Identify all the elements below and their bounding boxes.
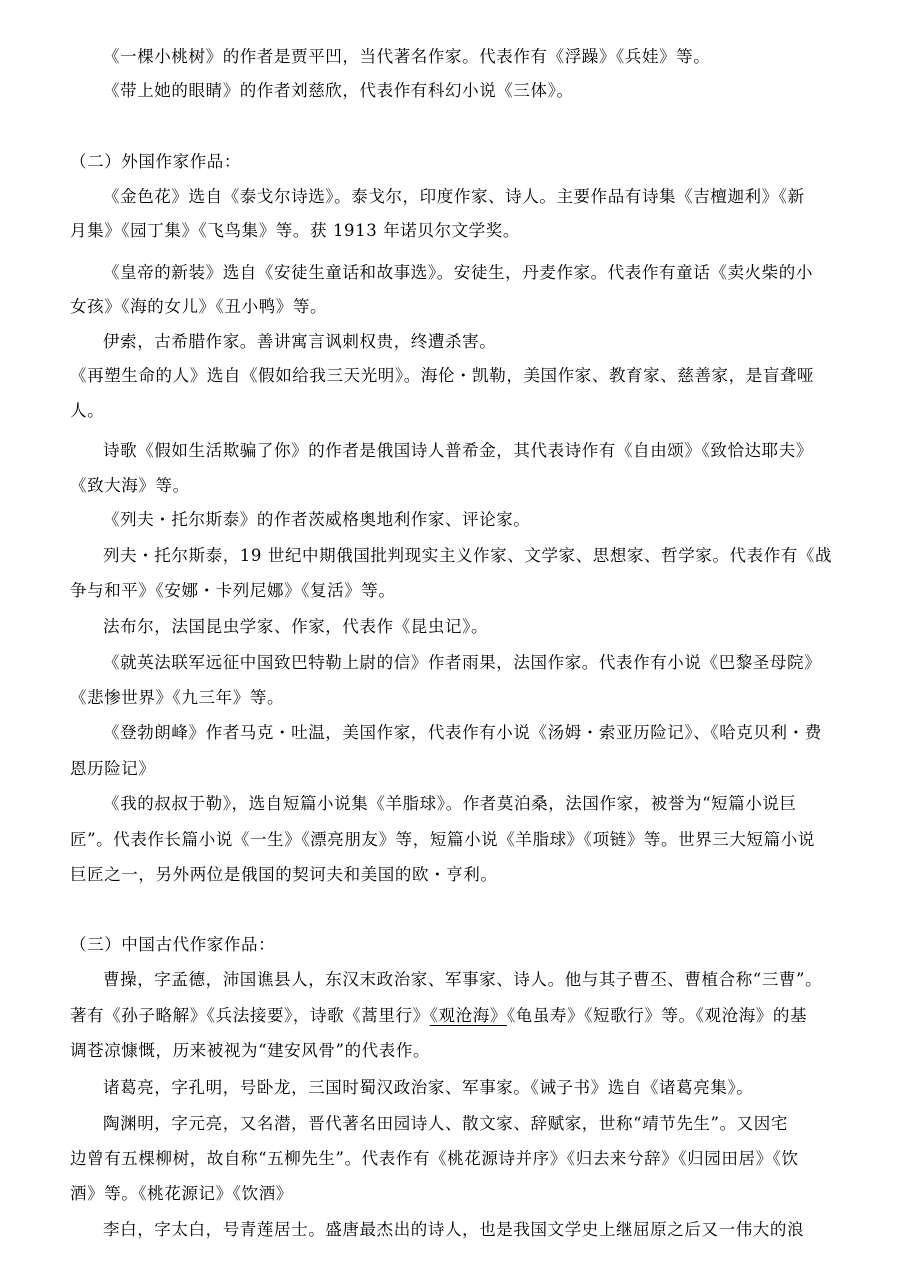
paragraph-caocao-line-1: 曹操，字孟德，沛国谯县人，东汉末政治家、军事家、诗人。他与其子曹丕、曹植合称“三曹”。: [103, 970, 823, 989]
paragraph-caocao-line-3: 调苍凉慷慨，历来被视为“建安风骨”的代表作。: [70, 1041, 431, 1060]
paragraph-pushkin-line-1: 诗歌《假如生活欺骗了你》的作者是俄国诗人普希金，其代表诗作有《自由颂》《致恰达耶夫》: [103, 441, 813, 460]
section-heading-foreign: （二）外国作家作品：: [70, 152, 241, 171]
paragraph-maupassant-line-3: 巨匠之一，另外两位是俄国的契诃夫和美国的欧・亨利。: [70, 865, 498, 884]
paragraph-pushkin-line-2: 《致大海》等。: [70, 476, 190, 495]
paragraph-hugo-line-1: 《就英法联军远征中国致巴特勒上尉的信》作者雨果，法国作家。代表作有小说《巴黎圣母院》: [103, 653, 822, 672]
paragraph-keller-line-2: 人。: [70, 401, 105, 420]
paragraph-zhugeliang: 诸葛亮，字孔明，号卧龙，三国时蜀汉政治家、军事家。《诫子书》选自《诸葛亮集》。: [103, 1078, 754, 1097]
paragraph-tolstoy-line-1: 列夫・托尔斯泰，19 世纪中期俄国批判现实主义作家、文学家、思想家、哲学家。代表作有《战: [103, 546, 833, 565]
paragraph-taoyuanming-line-2: 边曾有五棵柳树，故自称“五柳先生”。代表作有《桃花源诗并序》《归去来兮辞》《归园田居》《饮: [70, 1149, 799, 1168]
paragraph-hugo-line-2: 《悲惨世界》《九三年》等。: [70, 688, 285, 707]
paragraph-maupassant-line-2: 匠”。代表作长篇小说《一生》《漂亮朋友》等，短篇小说《羊脂球》《项链》等。世界三大短篇小说: [70, 830, 815, 849]
paragraph-maupassant-line-1: 《我的叔叔于勒》，选自短篇小说集《羊脂球》。作者莫泊桑，法国作家，被誉为“短篇小说巨: [103, 794, 797, 813]
paragraph-aesop: 伊索，古希腊作家。善讲寓言讽刺权贵，终遭杀害。: [103, 332, 497, 351]
paragraph-jia-pingwa: 《一棵小桃树》的作者是贾平凹，当代著名作家。代表作有《浮躁》《兵娃》等。: [103, 47, 711, 66]
underlined-guancanghai: 《观沧海》: [429, 1006, 507, 1025]
paragraph-andersen-line-1: 《皇帝的新装》选自《安徒生童话和故事选》。安徒生，丹麦作家。代表作有童话《卖火柴的小: [103, 263, 813, 282]
paragraph-twain-line-1: 《登勃朗峰》作者马克・吐温，美国作家，代表作有小说《汤姆・索亚历险记》、《哈克贝利・费: [103, 723, 822, 742]
paragraph-tagore-line-2: 月集》《园丁集》《飞鸟集》等。获 1913 年诺贝尔文学奖。: [70, 221, 520, 240]
paragraph-libai-line-1: 李白，字太白，号青莲居士。盛唐最杰出的诗人，也是我国文学史上继屈原之后又一伟大的浪: [103, 1220, 805, 1239]
caocao-works-text-a: 著有《孙子略解》《兵法接要》，诗歌《蒿里行》: [70, 1006, 430, 1025]
paragraph-fabre: 法布尔，法国昆虫学家、作家，代表作《昆虫记》。: [103, 617, 489, 636]
paragraph-liu-cixin: 《带上她的眼睛》的作者刘慈欣，代表作有科幻小说《三体》。: [103, 81, 574, 100]
paragraph-twain-line-2: 恩历险记》: [70, 759, 156, 778]
paragraph-tagore-line-1: 《金色花》选自《泰戈尔诗选》。泰戈尔，印度作家、诗人。主要作品有诗集《吉檀迦利》《新: [103, 187, 805, 206]
paragraph-andersen-line-2: 女孩》《海的女儿》《丑小鸭》等。: [70, 297, 328, 316]
paragraph-taoyuanming-line-1: 陶渊明，字元亮，又名潜，晋代著名田园诗人、散文家、辞赋家，世称“靖节先生”。又因宅: [103, 1114, 788, 1133]
paragraph-keller-line-1: 《再塑生命的人》选自《假如给我三天光明》。海伦・凯勒，美国作家、教育家、慈善家，是盲聋哑: [70, 366, 815, 385]
caocao-works-text-b: 《龟虽寿》《短歌行》等。《观沧海》的基: [506, 1006, 808, 1025]
section-heading-ancient: （三）中国古代作家作品：: [70, 935, 276, 954]
paragraph-taoyuanming-line-3: 酒》等。《桃花源记》《饮酒》: [70, 1184, 293, 1203]
paragraph-zweig: 《列夫・托尔斯泰》的作者茨威格奥地利作家、评论家。: [103, 510, 531, 529]
paragraph-tolstoy-line-2: 争与和平》《安娜・卡列尼娜》《复活》等。: [70, 581, 396, 600]
paragraph-caocao-line-2: [70, 999, 846, 1034]
